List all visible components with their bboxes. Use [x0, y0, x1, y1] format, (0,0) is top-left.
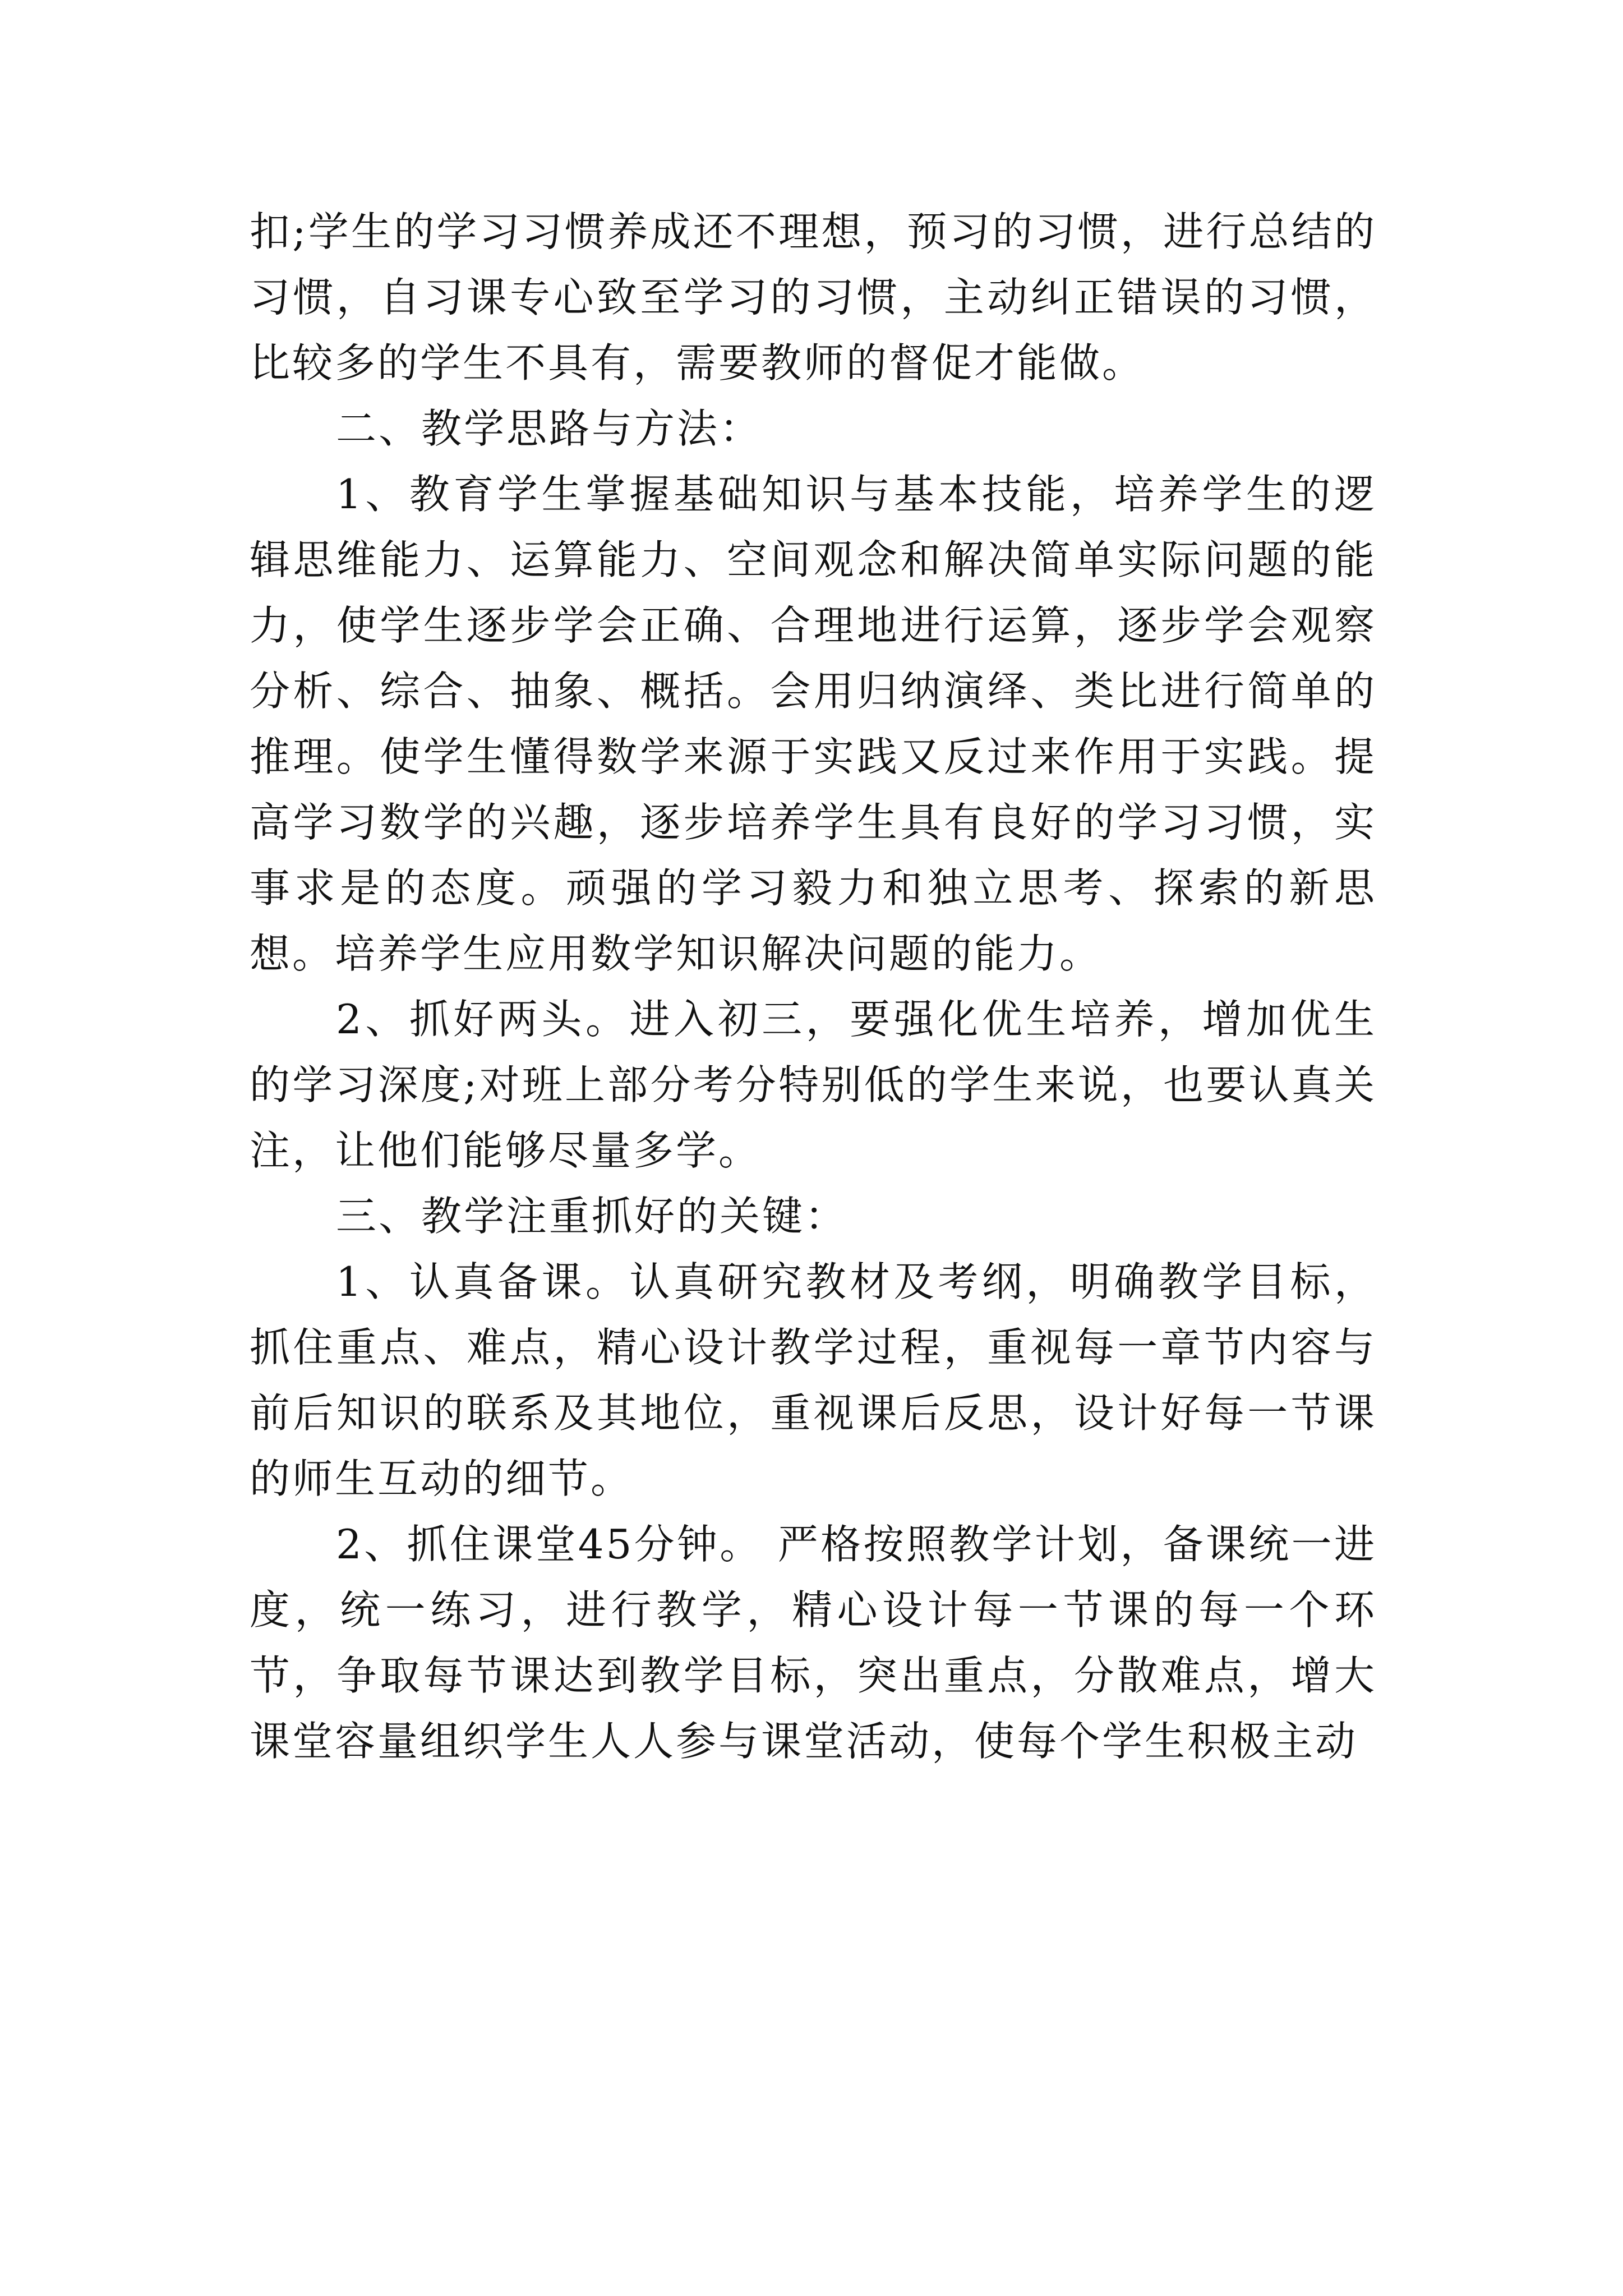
paragraph-both-ends: 2、抓好两头。进入初三，要强化优生培养，增加优生的学习深度;对班上部分考分特别低的学生来说，也要认真关注，让他们能够尽量多学。	[250, 996, 1377, 1174]
paragraph-classroom-45-minutes: 2、抓住课堂45分钟。 严格按照教学计划，备课统一进度，统一练习，进行教学，精心设计每一节课的每一个环节，争取每节课达到教学目标，突出重点，分散难点，增大课堂容量组织学生人人参与课堂活动，使每个学生积极主动	[250, 1521, 1377, 1765]
paragraph-continuation: 扣;学生的学习习惯养成还不理想，预习的习惯，进行总结的习惯，自习课专心致至学习的习惯，主动纠正错误的习惯，比较多的学生不具有，需要教师的督促才能做。	[250, 208, 1377, 386]
paragraph-lesson-preparation: 1、认真备课。认真研究教材及考纲，明确教学目标，抓住重点、难点，精心设计教学过程，重视每一章节内容与前后知识的联系及其地位，重视课后反思，设计好每一节课的师生互动的细节。	[250, 1258, 1377, 1502]
section-heading-key-points: 三、教学注重抓好的关键：	[336, 1193, 848, 1240]
section-heading-teaching-approach: 二、教学思路与方法：	[336, 405, 763, 452]
paragraph-basic-skills: 1、教育学生掌握基础知识与基本技能，培养学生的逻辑思维能力、运算能力、空间观念和解决简单实际问题的能力，使学生逐步学会正确、合理地进行运算，逐步学会观察分析、综合、抽象、概括。会用归纳演绎、类比进行简单的推理。使学生懂得数学来源于实践又反过来作用于实践。提高学习数学的兴趣，逐步培养学生具有良好的学习习惯，实事求是的态度。顽强的学习毅力和独立思考、探索的新思想。培养学生应用数学知识解决问题的能力。	[250, 471, 1377, 977]
document-body	[250, 199, 1377, 1774]
